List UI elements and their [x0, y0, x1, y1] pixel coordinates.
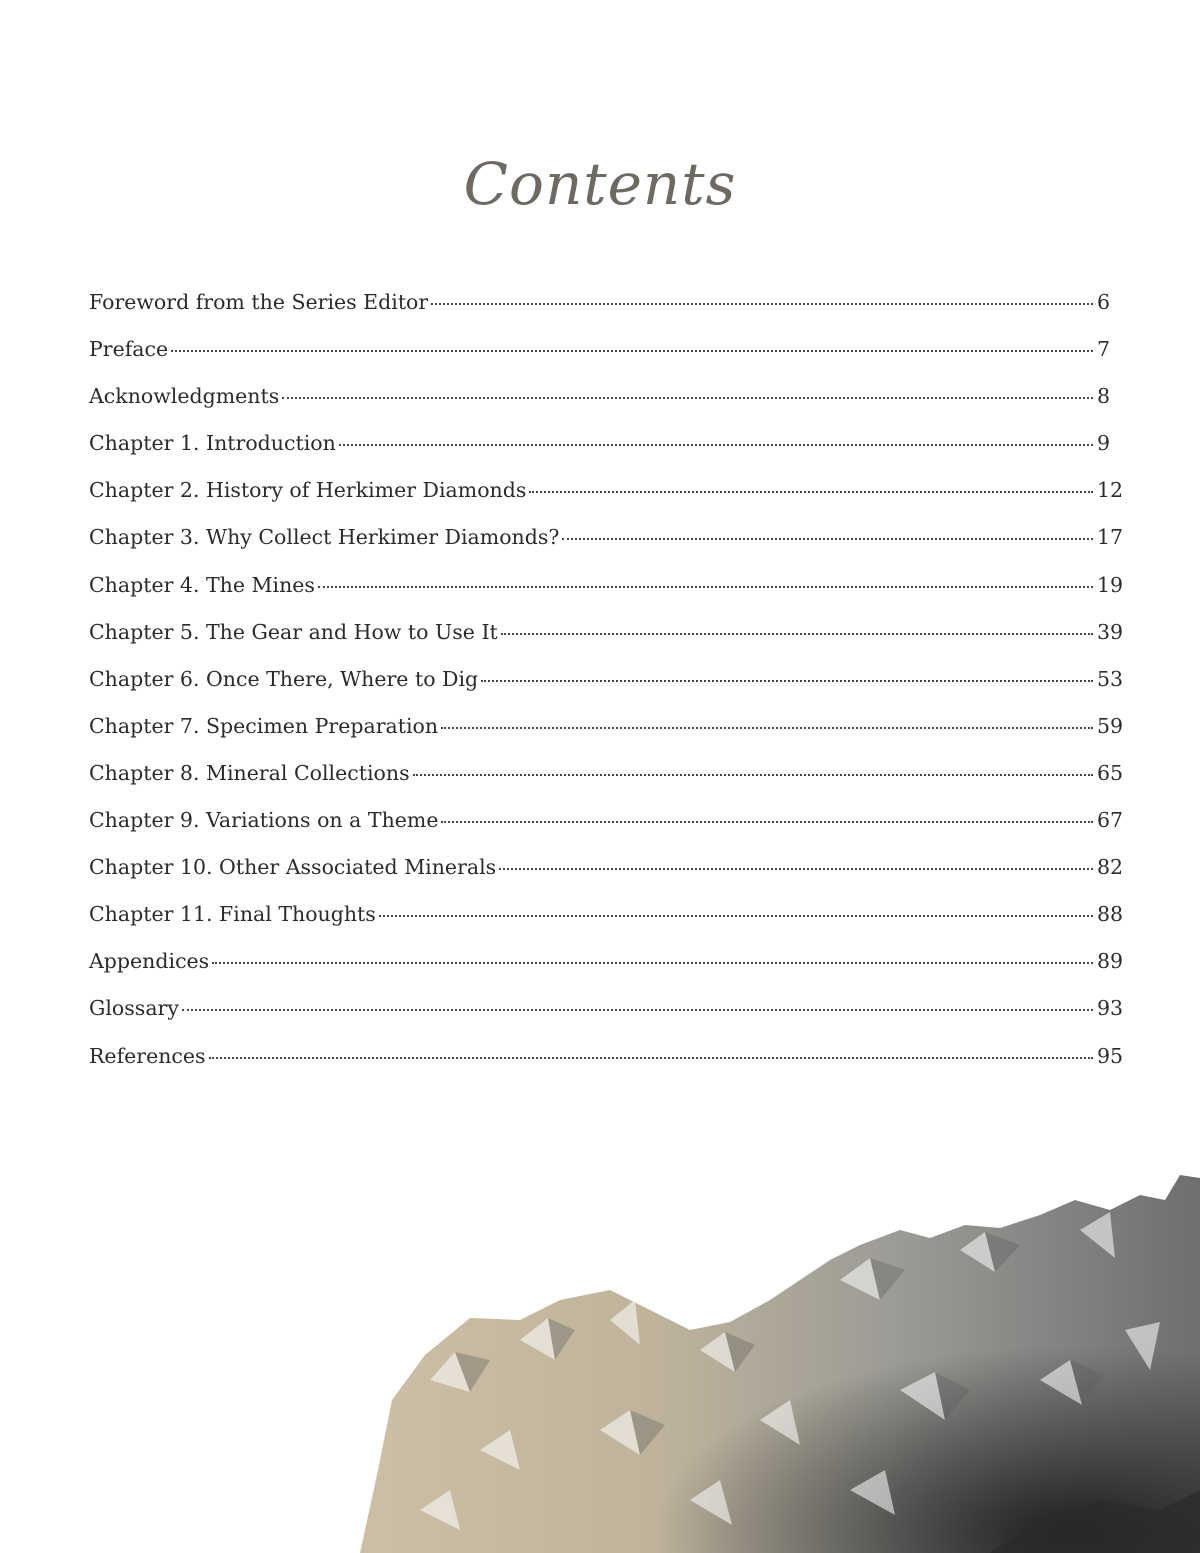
toc-entry-label: Appendices	[89, 949, 210, 974]
toc-entry-page: 88	[1097, 902, 1124, 927]
toc-entry[interactable]	[89, 714, 1125, 761]
toc-entry[interactable]	[89, 667, 1125, 714]
toc-entry-page: 12	[1097, 478, 1124, 503]
toc-entry-page: 6	[1097, 290, 1111, 314]
toc-entry-label: Acknowledgments	[89, 384, 280, 409]
toc-entry-label: Chapter 9. Variations on a Theme	[89, 808, 439, 833]
toc-entry-label: Chapter 5. The Gear and How to Use It	[89, 619, 498, 644]
dot-leader	[562, 538, 1093, 540]
toc-entry-page: 89	[1097, 949, 1124, 974]
toc-entry-label: Glossary	[89, 996, 179, 1021]
toc-entry[interactable]	[89, 996, 1125, 1043]
toc-entry[interactable]	[89, 808, 1125, 855]
toc-entry[interactable]	[89, 620, 1125, 667]
toc-entry-page: 53	[1097, 666, 1124, 691]
dot-leader	[171, 350, 1093, 352]
toc-entry-page: 82	[1097, 855, 1124, 880]
toc-entry-label: Chapter 1. Introduction	[89, 431, 336, 456]
dot-leader	[379, 915, 1093, 917]
toc-entry-page: 39	[1097, 619, 1124, 644]
dot-leader	[212, 962, 1093, 964]
toc-entry-page: 65	[1097, 760, 1124, 785]
dot-leader	[282, 397, 1093, 399]
toc-entry-page: 59	[1097, 713, 1124, 738]
toc-entry-page: 8	[1097, 384, 1111, 409]
toc-entry[interactable]	[89, 949, 1125, 996]
dot-leader	[318, 586, 1093, 588]
toc-entry[interactable]	[89, 337, 1125, 384]
toc-entry[interactable]	[89, 384, 1125, 431]
toc-entry-label: Preface	[89, 337, 169, 362]
toc-entry-label: Chapter 11. Final Thoughts	[89, 902, 376, 927]
dot-leader	[339, 444, 1093, 446]
dot-leader	[499, 868, 1093, 870]
toc-entry-label: Foreword from the Series Editor	[89, 290, 429, 314]
dot-leader	[501, 633, 1093, 635]
dot-leader	[413, 774, 1093, 776]
toc-entry[interactable]	[89, 525, 1125, 572]
toc-entry[interactable]	[89, 478, 1125, 525]
toc-entry-label: References	[89, 1043, 206, 1068]
toc-entry-label: Chapter 10. Other Associated Minerals	[89, 855, 497, 880]
dot-leader	[441, 821, 1093, 823]
dot-leader	[529, 491, 1093, 493]
toc-entry[interactable]	[89, 290, 1125, 337]
toc-entry-page: 9	[1097, 431, 1111, 456]
toc-entry[interactable]	[89, 902, 1125, 949]
dot-leader	[209, 1057, 1093, 1059]
page-title: Contents	[463, 150, 737, 218]
toc-entry-label: Chapter 2. History of Herkimer Diamonds	[89, 478, 527, 503]
toc-entry-page: 7	[1097, 337, 1111, 362]
table-of-contents	[89, 290, 1125, 1091]
toc-entry-label: Chapter 8. Mineral Collections	[89, 760, 410, 785]
toc-entry[interactable]	[89, 1044, 1125, 1091]
toc-entry[interactable]	[89, 761, 1125, 808]
toc-entry-label: Chapter 4. The Mines	[89, 572, 315, 597]
toc-entry-page: 17	[1097, 525, 1124, 550]
toc-entry-page: 93	[1097, 996, 1124, 1021]
toc-entry-page: 19	[1097, 572, 1124, 597]
toc-entry-page: 95	[1097, 1043, 1124, 1068]
toc-entry-page: 67	[1097, 808, 1124, 833]
toc-entry-label: Chapter 7. Specimen Preparation	[89, 713, 439, 738]
toc-entry-label: Chapter 3. Why Collect Herkimer Diamonds?	[89, 525, 560, 550]
dot-leader	[441, 727, 1093, 729]
toc-entry[interactable]	[89, 855, 1125, 902]
dot-leader	[431, 303, 1093, 305]
dot-leader	[182, 1009, 1093, 1011]
dot-leader	[481, 680, 1093, 682]
toc-entry-label: Chapter 6. Once There, Where to Dig	[89, 666, 479, 691]
toc-entry[interactable]	[89, 431, 1125, 478]
toc-entry[interactable]	[89, 573, 1125, 620]
